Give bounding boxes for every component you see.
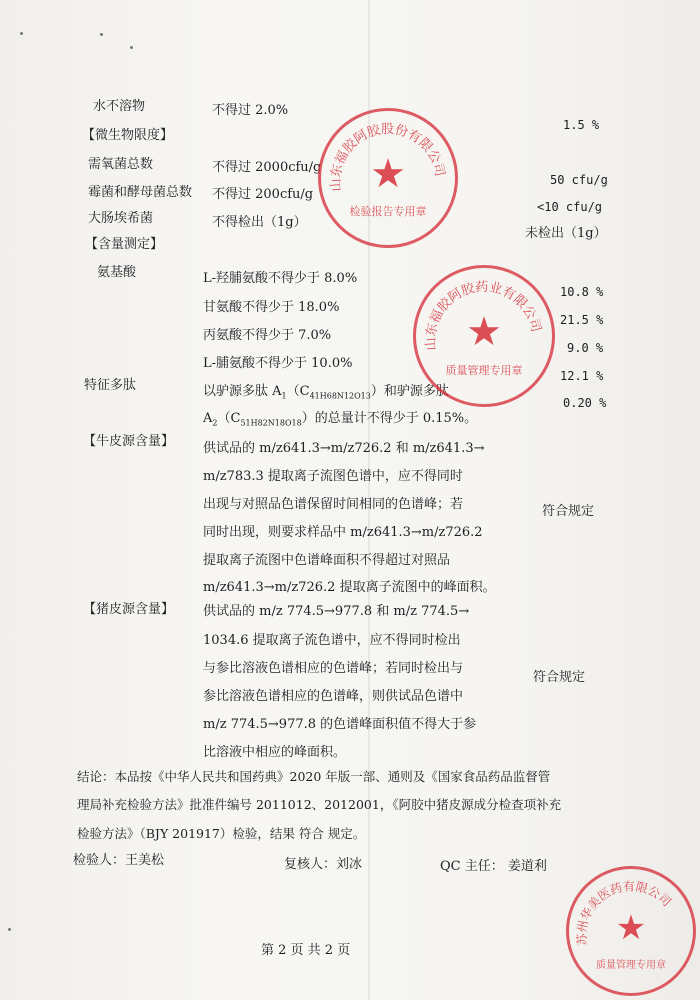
standard-alanine: 丙氨酸不得少于 7.0% [203,328,332,343]
seal-arc-text: 苏州华美医药有限公司 [574,879,674,946]
label-characteristic-peptide: 特征多肽 [84,378,137,393]
seal-inner-text: 检验报告专用章 [349,205,427,218]
porcine-line: m/z 774.5→977.8 的色谱峰面积值不得大于参 [203,717,477,732]
section-porcine: 【猪皮源含量】 [83,602,175,617]
porcine-line: 供试品的 m/z 774.5→977.8 和 m/z 774.5→ [203,604,470,619]
speck [20,32,23,35]
seal-inner-text: 质量管理专用章 [445,364,523,377]
peptide-standard-line1: 以驴源多肽 $A_1(C_{41H68N12O13})$和驴源多肽 [203,384,449,401]
label-water-insoluble: 水不溶物 [93,99,146,114]
result-glycine: 21.5 % [560,313,604,327]
section-bovine: 【牛皮源含量】 [83,434,175,449]
inspector-signature: 检验人：王美松 [73,853,165,868]
conclusion-line: 检验方法》（BJY 201917）检验，结果 符合 规定。 [77,826,366,841]
conclusion-line: 结论：本品按《中华人民共和国药典》2020 年版一部、通则及《国家食品药品监督管 [77,769,551,784]
speck [8,928,11,931]
porcine-line: 与参比溶液色谱相应的色谱峰；若同时检出与 [203,661,464,676]
porcine-line: 参比溶液色谱相应的色谱峰，则供试品色谱中 [203,689,464,704]
reviewer-signature: 复核人：刘冰 [284,857,363,872]
result-proline: 12.1 % [560,369,604,383]
standard-ecoli: 不得检出（1g） [212,215,307,230]
svg-text:山东福胶阿胶药业有限公司 [424,280,544,351]
result-hydroxyproline: 10.8 % [560,285,604,299]
porcine-line: 比溶液中相应的峰面积。 [203,745,347,760]
company-seal-quality: 山东福胶阿胶药业有限公司 ★ 质量管理专用章 [413,265,555,407]
label-mold-yeast: 霉菌和酵母菌总数 [88,185,193,200]
svg-text:山东福胶阿胶股份有限公司 [329,122,447,192]
result-characteristic-peptide: 0.20 % [563,396,607,410]
peptide-standard-line2: $A_2(C_{51H82N18O18})$的总量计不得少于 0.15%。 [203,411,478,428]
qc-signature: QC 主任： 姜道利 [440,859,547,874]
standard-glycine: 甘氨酸不得少于 18.0% [203,300,340,315]
standard-aerobic: 不得过 2000cfu/g [212,160,322,175]
standard-proline: L-脯氨酸不得少于 10.0% [203,356,353,371]
standard-mold-yeast: 不得过 200cfu/g [212,187,314,202]
result-water-insoluble: 1.5 % [563,118,600,132]
bovine-line: 供试品的 m/z641.3→m/z726.2 和 m/z641.3→ [203,441,485,456]
seal-inner-text: 质量管理专用章 [596,960,666,971]
speck [130,46,133,49]
standard-water-insoluble: 不得过 2.0% [212,103,289,118]
section-content: 【含量测定】 [85,237,164,252]
label-amino-acids: 氨基酸 [97,265,137,280]
company-seal-suzhou: 苏州华美医药有限公司 ★ 质量管理专用章 [566,866,696,996]
company-seal-inspection: 山东福胶阿胶股份有限公司 ★ 检验报告专用章 [318,108,458,248]
speck [100,33,103,36]
bovine-line: m/z641.3→m/z726.2 提取离子流图中的峰面积。 [203,580,496,595]
bovine-line: 提取离子流图中色谱峰面积不得超过对照品 [203,553,451,568]
seal-arc-text: 山东福胶阿胶药业有限公司 [423,279,544,351]
svg-text:苏州华美医药有限公司 [575,879,674,946]
result-bovine: 符合规定 [542,504,595,519]
result-mold-yeast: <10 cfu/g [537,200,603,214]
bovine-line: 出现与对照品色谱保留时间相同的色谱峰；若 [203,497,464,512]
page-number: 第 2 页 共 2 页 [261,943,351,958]
section-micro: 【微生物限度】 [82,128,174,143]
bovine-line: m/z783.3 提取离子流图色谱中，应不得同时 [203,469,463,484]
result-porcine: 符合规定 [533,670,586,685]
result-alanine: 9.0 % [567,341,604,355]
standard-hydroxyproline: L-羟脯氨酸不得少于 8.0% [203,271,358,286]
result-ecoli: 未检出（1g） [525,226,607,241]
conclusion-line: 理局补充检验方法》批准件编号 2011012、2012001，《阿胶中猪皮源成分检查项补充 [77,797,562,812]
seal-arc-text: 山东福胶阿胶股份有限公司 [328,122,447,192]
label-ecoli: 大肠埃希菌 [88,211,154,226]
label-aerobic: 需氧菌总数 [88,157,154,172]
bovine-line: 同时出现，则要求样品中 m/z641.3→m/z726.2 [203,525,483,540]
result-aerobic: 50 cfu/g [550,173,608,187]
porcine-line: 1034.6 提取离子流色谱中，应不得同时检出 [203,633,461,648]
